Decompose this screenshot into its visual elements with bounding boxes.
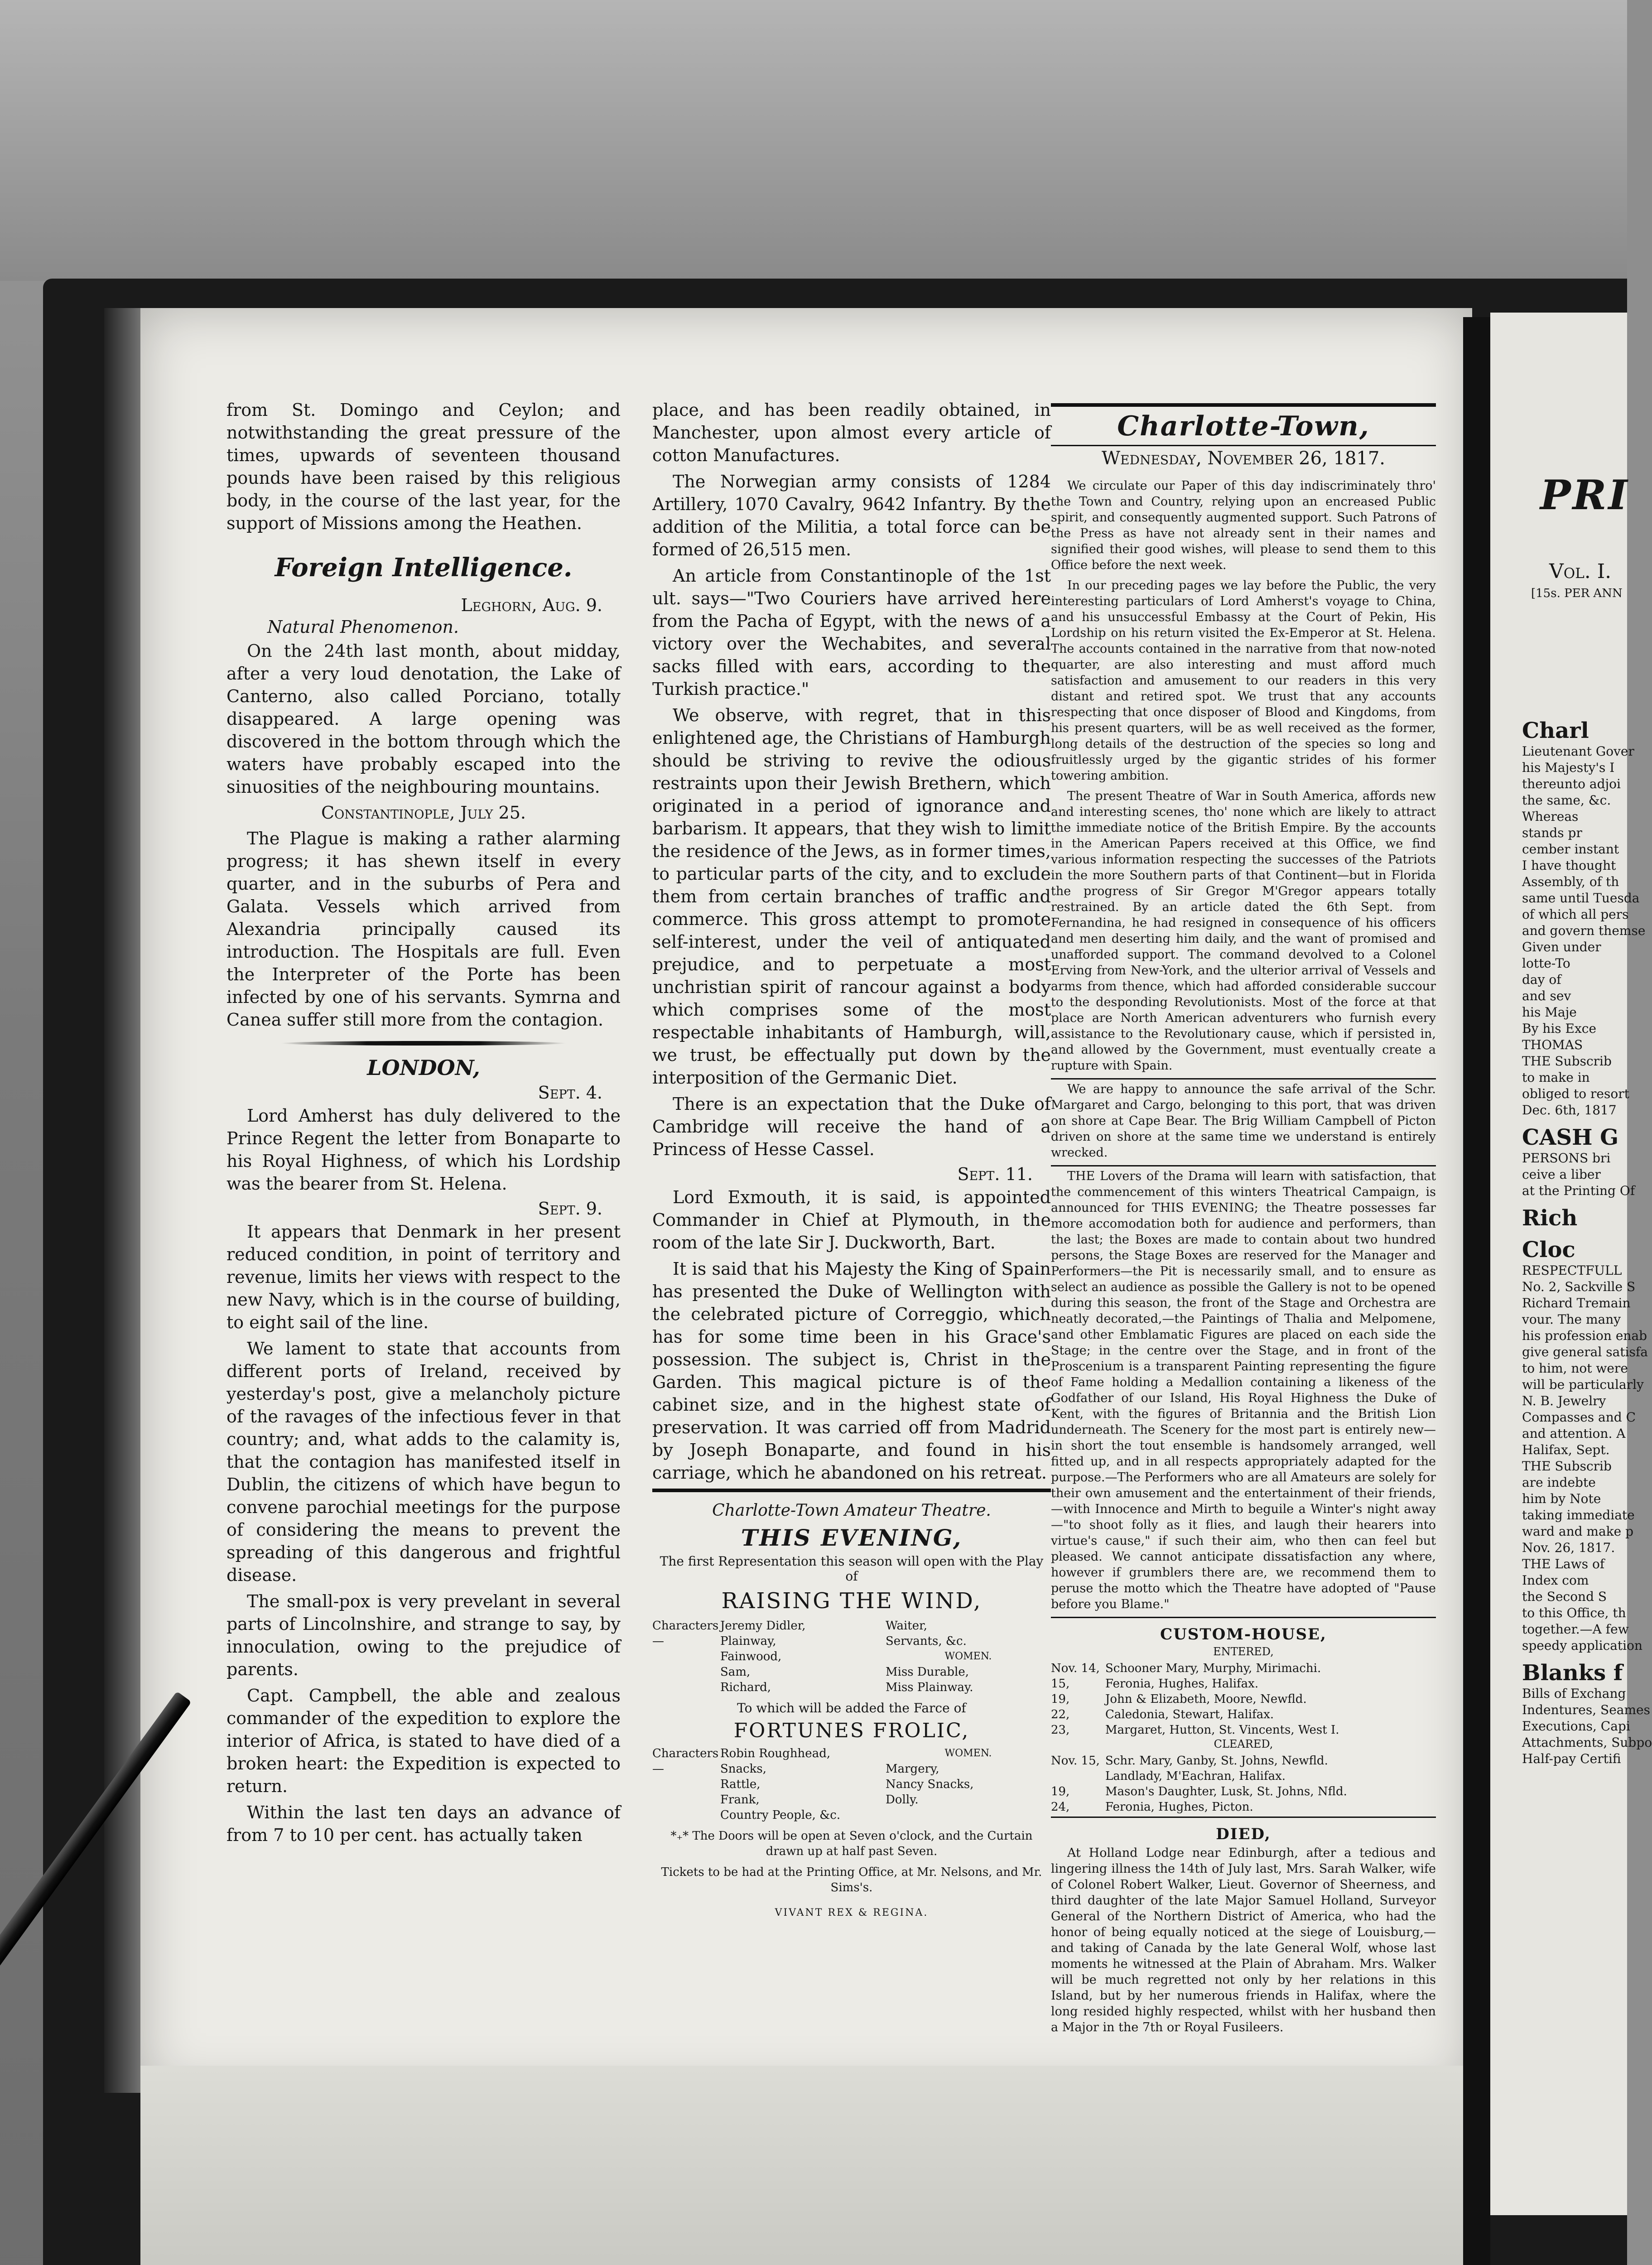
next-page-line: Given under xyxy=(1522,940,1601,954)
entry-date: Nov. 14, xyxy=(1051,1662,1100,1675)
page-bottom-margin xyxy=(140,2066,1472,2265)
next-page-line: stands pr xyxy=(1522,825,1582,840)
next-page-line: to him, not were xyxy=(1522,1361,1628,1376)
next-page-line: Bills of Exchang xyxy=(1522,1686,1626,1701)
next-page-line: No. 2, Sackville S xyxy=(1522,1279,1636,1294)
entry-date: 24, xyxy=(1051,1800,1070,1814)
campbell-paragraph: Capt. Campbell, the able and zealous commander of the expedition to explore the interior of Africa, is stated to have died of a broken heart: the Expedition is expected to return. xyxy=(226,1686,621,1796)
ireland-paragraph: We lament to state that accounts from different ports of Ireland, received by yesterday's post, give a melancholy picture of the ravages of the infectious fever in that country; and, what adds to the calamity is, that the contagion has manifested itself in Dublin, the citizens of which have begun to convene parochial meetings for the purpose of considering the means to prevent the spreading of this dangerous and frightful disease. xyxy=(226,1339,621,1585)
masthead-rule xyxy=(1051,445,1436,446)
entry-text: Schr. Mary, Ganby, St. Johns, Newfld. xyxy=(1105,1754,1328,1768)
next-page-line: his profession enab xyxy=(1522,1328,1647,1343)
characters-label: Characters— xyxy=(652,1747,719,1776)
masthead-top-rule xyxy=(1051,403,1436,407)
next-page-line: By his Exce xyxy=(1522,1021,1597,1036)
next-page-line: obliged to resort xyxy=(1522,1086,1629,1101)
this-evening: THIS EVENING, xyxy=(741,1524,963,1551)
column-2 xyxy=(652,399,1051,1918)
entry-date: 15, xyxy=(1051,1677,1070,1691)
binder-top xyxy=(0,0,1627,281)
entry-date: 19, xyxy=(1051,1785,1070,1798)
cast-name: Rattle, xyxy=(720,1778,761,1791)
issue-date: Wednesday, November 26, 1817. xyxy=(1101,448,1386,469)
leghorn-paragraph: On the 24th last month, about midday, after a very loud denotation, the Lake of Canterno, also called Porciano, totally disappeared. A large opening was discovered in the bottom through which the waters have probably escaped into the sinuosities of the neighbouring mountains. xyxy=(226,641,621,797)
entry-text: Landlady, M'Eachran, Halifax. xyxy=(1105,1769,1286,1783)
farce-cast xyxy=(652,1746,1051,1823)
next-page-line: and sev xyxy=(1522,988,1571,1003)
next-page-line: together.—A few xyxy=(1522,1622,1629,1637)
cast-name: Miss Plainway. xyxy=(886,1681,973,1694)
next-page-line: THE Subscrib xyxy=(1522,1459,1612,1474)
cast-right xyxy=(886,1618,1051,1695)
next-page-line: same until Tuesda xyxy=(1522,891,1640,906)
smallpox-paragraph: The small-pox is very prevelant in several parts of Lincolnshire, and strange to say, by innoculation, owing to the prejudice of parents. xyxy=(226,1591,621,1679)
entry-date: 19, xyxy=(1051,1692,1070,1706)
amherst-voyage-paragraph: In our preceding pages we lay before the Public, the very interesting particulars of Lord Amherst's voyage to China, and his unsuccessful Embassy at the Court of Pekin, His Lordship on his return visited the Ex-Emperor at St. Helena. The accounts contained in the narrative from that now-noted quarter, are also interesting and must afford much satisfaction and amusement to our readers in this very distant and retired spot. We trust that any accounts respecting that once disposer of Blood and Kingdoms, from his present quarters, will be as well received as the former, long details of the destruction of the species so long and fruitlessly urged by the gigantic strides of his former towering ambition. xyxy=(1051,578,1436,783)
play-title: RAISING THE WIND, xyxy=(721,1588,982,1614)
farce-intro: To which will be added the Farce of xyxy=(737,1701,966,1716)
entry-date: Nov. 15, xyxy=(1051,1754,1100,1768)
next-page-line: Nov. 26, 1817. xyxy=(1522,1540,1615,1555)
cast-name: Margery, xyxy=(886,1762,939,1776)
vivant-rex: VIVANT REX & REGINA. xyxy=(775,1907,929,1918)
divider xyxy=(1051,1617,1436,1618)
next-page-line: Blanks f xyxy=(1522,1660,1623,1686)
entry-text: Feronia, Hughes, Picton. xyxy=(1105,1800,1253,1814)
amherst-paragraph: Lord Amherst has duly delivered to the Prince Regent the letter from Bonaparte to his Royal Highness, of which his Lordship was the bearer from St. Helena. xyxy=(226,1106,621,1194)
cast-name: Servants, &c. xyxy=(886,1634,967,1648)
farce-title: FORTUNES FROLIC, xyxy=(733,1719,970,1742)
farce-cast-left xyxy=(720,1746,886,1823)
list-item xyxy=(1051,1753,1436,1769)
play-cast xyxy=(652,1618,1051,1695)
cast-name: Waiter, xyxy=(886,1619,927,1633)
entry-date xyxy=(1051,1769,1105,1784)
characters-label: Characters— xyxy=(652,1619,719,1648)
spain-paragraph: It is said that his Majesty the King of Spain has presented the Duke of Wellington with the celebrated picture of Correggio, which has for some time been in his Grace's possession. The subject is, Christ in the Garden. This magical picture is of the cabinet size, and in the highest state of preservation. It was carried off from Madrid by Joseph Bonaparte, and found in his carriage, which he abandoned on his retreat. xyxy=(652,1259,1051,1483)
next-page-line: taking immediate xyxy=(1522,1508,1635,1523)
next-page-line: and attention. A xyxy=(1522,1426,1626,1441)
next-page-line: of which all pers xyxy=(1522,907,1629,922)
next-page-line: THOMAS xyxy=(1522,1037,1583,1052)
sept11-dateline: Sept. 11. xyxy=(957,1164,1033,1184)
entry-text: John & Elizabeth, Moore, Newfld. xyxy=(1105,1692,1307,1706)
next-page-line: Halifax, Sept. xyxy=(1522,1442,1610,1457)
cambridge-paragraph: There is an expectation that the Duke of Cambridge will receive the hand of a Princess of Hesse Cassel. xyxy=(652,1094,1051,1159)
list-item xyxy=(1051,1722,1436,1738)
next-page-line: and govern themse xyxy=(1522,923,1646,938)
price-label: [15s. PER ANN xyxy=(1531,587,1623,600)
theatre-title: Charlotte-Town Amateur Theatre. xyxy=(712,1501,991,1520)
divider xyxy=(1051,1817,1436,1818)
next-page-line: Attachments, Subpo xyxy=(1522,1735,1652,1750)
next-page-line: him by Note xyxy=(1522,1491,1601,1506)
leghorn-dateline: Leghorn, Aug. 9. xyxy=(461,595,602,615)
list-item xyxy=(1051,1676,1436,1692)
list-item xyxy=(1051,1707,1436,1722)
entry-text: Margaret, Hutton, St. Vincents, West I. xyxy=(1105,1723,1339,1737)
first-representation: The first Representation this season will open with the Play of xyxy=(660,1554,1044,1584)
next-page-line: Whereas xyxy=(1522,809,1579,824)
masthead: Charlotte-Town, xyxy=(1117,410,1370,442)
cast-name: Snacks, xyxy=(720,1762,766,1776)
next-page-line: N. B. Jewelry xyxy=(1522,1393,1606,1408)
next-page-line: give general satisfa xyxy=(1522,1345,1648,1359)
ornamental-rule xyxy=(281,1041,566,1046)
next-page-line: PERSONS bri xyxy=(1522,1151,1611,1166)
advance-paragraph: Within the last ten days an advance of from 7 to 10 per cent. has actually taken xyxy=(226,1802,621,1845)
cast-name: Miss Durable, xyxy=(886,1665,969,1679)
next-page-line: Executions, Capi xyxy=(1522,1719,1630,1734)
next-page-line: ceive a liber xyxy=(1522,1167,1601,1182)
foreign-intelligence-heading: Foreign Intelligence. xyxy=(275,553,573,583)
next-page-line: Dec. 6th, 1817 xyxy=(1522,1103,1617,1118)
schr-arrival-paragraph: We are happy to announce the safe arrival of the Schr. Margaret and Cargo, belonging to this port, that was driven on shore at Cape Bear. The Brig William Campbell of Picton driven on shore at the same time we understand is entirely wrecked. xyxy=(1051,1082,1436,1160)
custom-house-heading: CUSTOM-HOUSE, xyxy=(1160,1625,1327,1643)
next-page-line: Lieutenant Gover xyxy=(1522,744,1634,759)
plague-paragraph: The Plague is making a rather alarming progress; it has shewn itself in every quarter, and in the suburbs of Pera and Galata. Vessels which arrived from Alexandria principally caused its introduction. The Hospitals are full. Even the Interpreter of the Porte has been infected by one of his servants. Symrna and Canea suffer still more from the contagion. xyxy=(226,829,621,1030)
entry-text: Caledonia, Stewart, Halifax. xyxy=(1105,1708,1274,1721)
cast-name: Sam, xyxy=(720,1665,751,1679)
denmark-paragraph: It appears that Denmark in her present reduced condition, in point of territory and revenue, limits her views with respect to the new Navy, which is in the course of building, to eight sail of the line. xyxy=(226,1222,621,1332)
exmouth-paragraph: Lord Exmouth, it is said, is appointed Commander in Chief at Plymouth, in the room of the late Sir J. Duckworth, Bart. xyxy=(652,1187,1051,1253)
next-page-line: his Maje xyxy=(1522,1005,1577,1020)
divider xyxy=(1051,1165,1436,1166)
next-page-line: Compasses and C xyxy=(1522,1410,1636,1425)
cast-name: Nancy Snacks, xyxy=(886,1778,974,1791)
column-1 xyxy=(226,399,621,1850)
entry-text: Mason's Daughter, Lusk, St. Johns, Nfld. xyxy=(1105,1785,1347,1798)
constantinople-dateline: Constantinople, July 25. xyxy=(321,803,526,823)
women-label: WOMEN. xyxy=(944,1651,992,1662)
doors-note: *₊* The Doors will be open at Seven o'clock, and the Curtain drawn up at half past Seven. xyxy=(670,1829,1033,1858)
sept9-dateline: Sept. 9. xyxy=(538,1199,602,1219)
next-page-line: Indentures, Seames xyxy=(1522,1702,1650,1717)
next-page-line: Charl xyxy=(1522,718,1589,743)
farce-cast-right xyxy=(886,1746,1051,1823)
next-page-line: his Majesty's I xyxy=(1522,760,1615,775)
next-page-line: at the Printing Of xyxy=(1522,1183,1635,1198)
cast-name: Fainwood, xyxy=(720,1650,782,1663)
entry-text: Schooner Mary, Murphy, Mirimachi. xyxy=(1105,1662,1321,1675)
tickets-note: Tickets to be had at the Printing Office, at Mr. Nelsons, and Mr. Sims's. xyxy=(661,1865,1042,1894)
london-heading: LONDON, xyxy=(367,1055,480,1080)
cast-name: Robin Roughhead, xyxy=(720,1747,831,1760)
next-page-line: Cloc xyxy=(1522,1237,1575,1263)
entry-text: Feronia, Hughes, Halifax. xyxy=(1105,1677,1259,1691)
next-page-line: RESPECTFULL xyxy=(1522,1263,1622,1278)
hamburgh-paragraph: We observe, with regret, that in this enlightened age, the Christians of Hamburgh should be striving to revive the odious restraints upon their Jewish Brethern, which originated in a period of ignorance and barbarism. It appears, that they wish to limit the residence of the Jews, as in former times, to particular parts of the city, and to exclude them from certain branches of traffic and commerce. This gross attempt to promote self-interest, under the veil of antiquated prejudice, and to perpetuate a most unchristian spirit of rancour against a body which comprises some of the most respectable inhabitants of Hamburgh, will, we trust, be effectually put down by the interposition of the Germanic Diet. xyxy=(652,705,1051,1088)
list-item xyxy=(1051,1661,1436,1676)
theatre-notice-paragraph: THE Lovers of the Drama will learn with satisfaction, that the commencement of this winters Theatrical Campaign, is announced for THIS EVENING; the Theatre possesses far more accomodation both for audience and performers, than the last; the Boxes are made to contain about two hundred persons, the Stage Boxes are reserved for the Manager and Performers—the Pit is necessarily small, and to ensure as select an audience as possible the Gallery is not to be opened during this season, the front of the Stage and Orchestra are neatly decorated,—the Paintings of Thalia and Melpomene, and other Emblamatic Figures are placed on each side the Stage; in the centre over the Stage, and in front of the Proscenium is a transparent Painting representing the figure of Fame holding a Medallion containing a likeness of the Godfather of our Island, His Royal Highness the Duke of Kent, with the figures of Britannia and the British Lion underneath. The Scenery for the most part is entirely new—in short the tout ensemble is handsomely arranged, well fitted up, and in all respects appropriately adapted for the purpose.—The Performers who are all Amateurs are solely for their own amusement and the entertainment of their friends,—with Innocence and Mirth to beguile a Winter's night away—"to shoot folly as it flies, and laugh their hearers into virtue's cause," if such their aim, who then can feel but pleased. We cannot anticipate dissatisfaction any where, however if grumblers there are, we recommend them to peruse the motto which the Theatre have adopted of "Pause before you Blame." xyxy=(1051,1169,1436,1611)
next-page-line: day of xyxy=(1522,972,1561,987)
next-page-line: speedy application xyxy=(1522,1638,1642,1653)
next-page-fragment xyxy=(1495,317,1652,1767)
list-item xyxy=(1051,1799,1436,1815)
next-page-line: ward and make p xyxy=(1522,1524,1634,1539)
entry-date: 23, xyxy=(1051,1723,1070,1737)
next-page-line: the Second S xyxy=(1522,1589,1607,1604)
cast-name: Dolly. xyxy=(886,1793,919,1807)
list-item xyxy=(1051,1784,1436,1799)
leghorn-subheading: Natural Phenomenon. xyxy=(267,617,459,637)
cleared-heading: CLEARED, xyxy=(1214,1738,1273,1750)
missions-paragraph: from St. Domingo and Ceylon; and notwithstanding the great pressure of the times, upwards of seventeen thousand pounds have been raised by this religious body, in the course of the last year, for the support of Missions among the Heathen. xyxy=(226,400,621,533)
next-page-line: CASH G xyxy=(1522,1125,1619,1150)
next-page-line: vour. The many xyxy=(1522,1312,1621,1327)
entry-date: 22, xyxy=(1051,1708,1070,1721)
sept4-dateline: Sept. 4. xyxy=(538,1083,602,1103)
next-page-line: cember instant xyxy=(1522,842,1619,857)
circulate-paragraph: We circulate our Paper of this day indiscriminately thro' the Town and Country, relying upon an encreased Public spirit, and consequently augmented support. Such Patrons of the Press as have not already sent in their names and signified their good wishes, will please to send them to this Office before the next week. xyxy=(1051,479,1436,572)
volume-label: Vol. I. xyxy=(1549,560,1612,583)
next-page-line: THE Laws of xyxy=(1522,1557,1605,1571)
page-gutter xyxy=(1463,317,1490,2265)
next-page-line: to this Office, th xyxy=(1522,1605,1626,1620)
next-page-line: Richard Tremain xyxy=(1522,1296,1631,1311)
norway-paragraph: The Norwegian army consists of 1284 Artillery, 1070 Cavalry, 9642 Infantry. By the addition of the Militia, a total force can be formed of 26,515 men. xyxy=(652,472,1051,559)
cast-name: Country People, &c. xyxy=(720,1808,841,1822)
next-page-line: Assembly, of th xyxy=(1522,874,1619,889)
manchester-paragraph: place, and has been readily obtained, in Manchester, upon almost every article of cotton Manufactures. xyxy=(652,400,1051,465)
next-page-line: Rich xyxy=(1522,1205,1578,1231)
next-page-line: are indebte xyxy=(1522,1475,1596,1490)
cast-name: Frank, xyxy=(720,1793,760,1807)
constantinople-article: An article from Constantinople of the 1st ult. says—"Two Couriers have arrived here from the Pacha of Egypt, with the news of a victory over the Wechabites, and several sacks filled with ears, according to the Turkish practice." xyxy=(652,566,1051,699)
cast-name: Richard, xyxy=(720,1681,771,1694)
next-page-lines xyxy=(1495,718,1652,1767)
next-page-masthead: PRI xyxy=(1540,471,1629,519)
next-page-line: the same, &c. xyxy=(1522,793,1611,808)
cast-name: Plainway, xyxy=(720,1634,776,1648)
next-page-line: lotte-To xyxy=(1522,956,1570,971)
next-page-line: I have thought xyxy=(1522,858,1616,873)
column-3 xyxy=(1051,399,1436,2040)
next-page-line: to make in xyxy=(1522,1070,1590,1085)
list-item xyxy=(1051,1769,1436,1784)
next-page-line: Index com xyxy=(1522,1573,1589,1588)
list-item xyxy=(1051,1692,1436,1707)
divider xyxy=(1051,1078,1436,1079)
next-page-line: thereunto adjoi xyxy=(1522,776,1621,791)
cast-left xyxy=(720,1618,886,1695)
south-america-paragraph: The present Theatre of War in South America, affords new and interesting scenes, tho' none which are likely to attract the immediate notice of the British Empire. By the accounts in the American Papers received at this Office, we find various information respecting the successes of the Patriots in the more Southern parts of that Continent—but in Florida the progress of Sir Gregor M'Gregor appears totally restrained. By an article dated the 6th Sept. from Fernandina, he had resigned in consequence of his officers and men deserting him daily, and the want of promised and unafforded support. The command devolved to a Colonel Erving from New-York, and the ulterior arrival of Vessels and arms from thence, which had afforded considerable succour to the desponding Revolutionists. Most of the force at that place are North American adventurers who furnish every assistance to the Revolutionary cause, which if persisted in, and allowed by the Government, must eventually create a rupture with Spain. xyxy=(1051,789,1436,1073)
theatre-top-rule xyxy=(652,1489,1051,1492)
died-heading: DIED, xyxy=(1216,1825,1271,1843)
next-page-line: will be particularly xyxy=(1522,1377,1644,1392)
next-page-line: THE Subscrib xyxy=(1522,1054,1612,1069)
entered-heading: ENTERED, xyxy=(1213,1645,1274,1658)
cast-name: Jeremy Didler, xyxy=(720,1619,806,1633)
died-paragraph: At Holland Lodge near Edinburgh, after a tedious and lingering illness the 14th of July last, Mrs. Sarah Walker, wife of Colonel Robert Walker, Lieut. Governor of Sheerness, and third daughter of the late Major Samuel Holland, Surveyor General of the Northern District of America, who had the honor of being equally noticed at the siege of Louisburg,—and taking of Canada by the late General Wolf, whose last moments he witnessed at the Plain of Abraham. Mrs. Walker will be much regretted not only by her relations in this Island, but by her numerous friends in Halifax, where the long resided highly respected, whilst with her husband then a Major in the 7th or Royal Fusileers. xyxy=(1051,1846,1436,2034)
women-label: WOMEN. xyxy=(944,1748,992,1759)
next-page-line: Half-pay Certifi xyxy=(1522,1751,1621,1766)
